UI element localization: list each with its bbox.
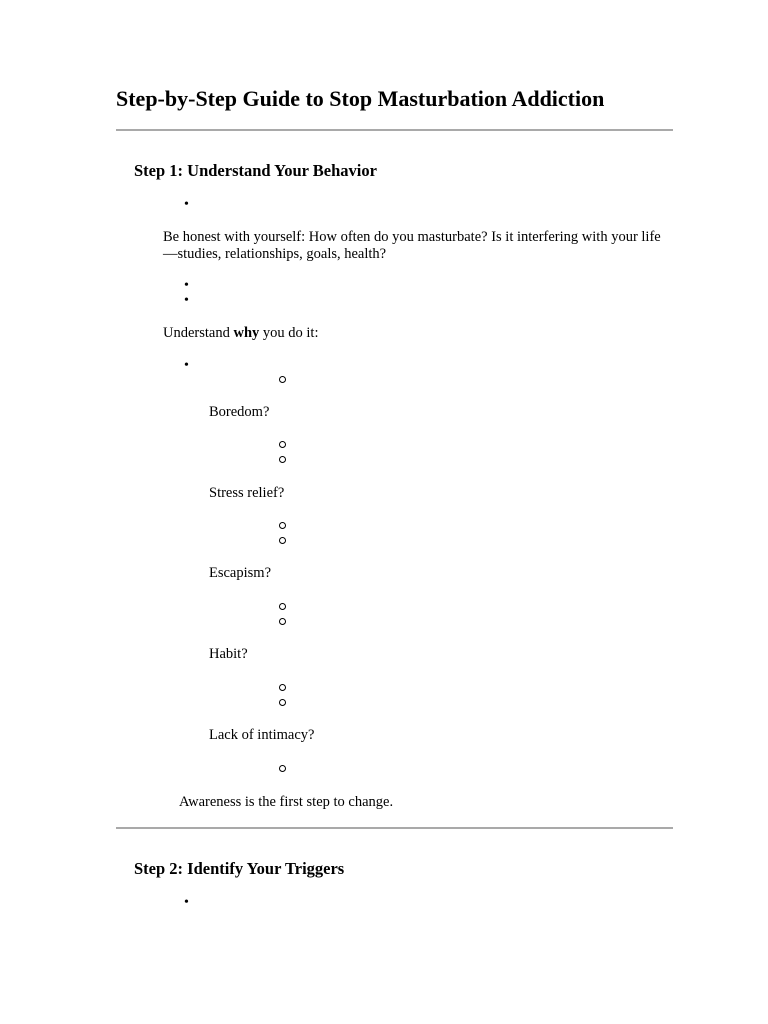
understand-why-paragraph [163, 325, 318, 342]
reason-item: Stress relief? [209, 485, 285, 501]
understand-prefix: Understand [163, 325, 234, 341]
circle-bullet [279, 376, 286, 383]
circle-bullet [279, 522, 286, 529]
circle-bullet [279, 765, 286, 772]
reason-item: Boredom? [209, 404, 270, 420]
circle-bullet [279, 699, 286, 706]
circle-bullet [279, 441, 286, 448]
why-emphasis: why [233, 325, 260, 341]
bullet: • [184, 895, 189, 910]
bullet: • [184, 197, 189, 212]
understand-suffix: you do it: [259, 325, 319, 341]
circle-bullet [279, 618, 286, 625]
reason-item: Habit? [209, 646, 248, 662]
bullet: • [184, 358, 189, 373]
divider [116, 129, 673, 131]
step2-heading: Step 2: Identify Your Triggers [134, 859, 345, 878]
reason-item: Escapism? [209, 565, 272, 581]
circle-bullet [279, 537, 286, 544]
circle-bullet [279, 456, 286, 463]
bullet: • [184, 293, 189, 308]
bullet: • [184, 278, 189, 293]
circle-bullet [279, 684, 286, 691]
circle-bullet [279, 603, 286, 610]
awareness-note: Awareness is the first step to change. [179, 794, 394, 810]
reason-item: Lack of intimacy? [209, 727, 315, 743]
page-title: Step-by-Step Guide to Stop Masturbation Addiction [116, 86, 605, 111]
honesty-paragraph: Be honest with yourself: How often do you masturbate? Is it interfering with your life—studies, relationships, goals, health? [163, 229, 661, 262]
step1-heading: Step 1: Understand Your Behavior [134, 161, 377, 180]
divider [116, 827, 673, 829]
